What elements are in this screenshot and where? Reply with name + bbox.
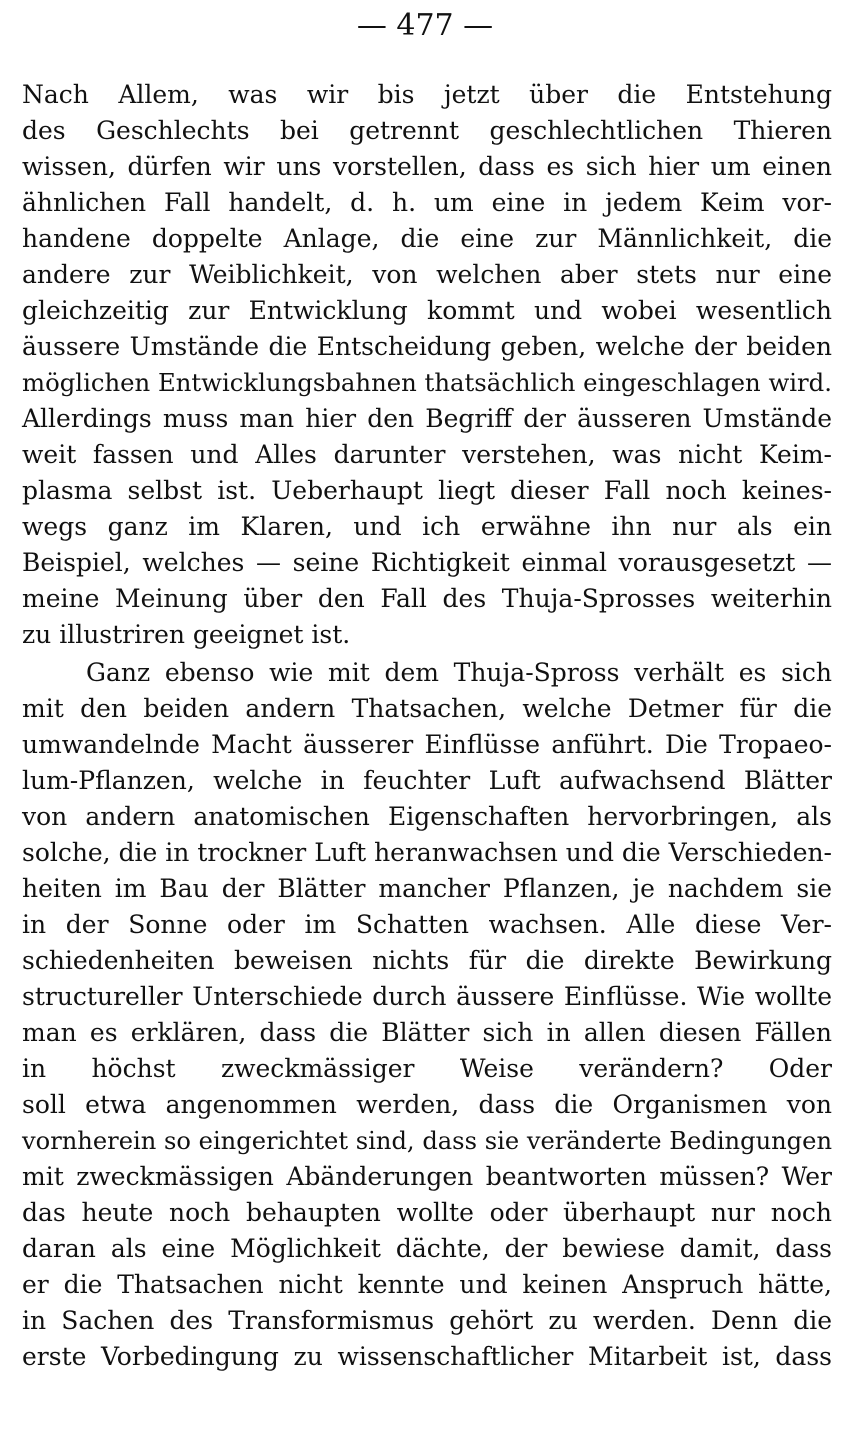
text-line: Nach Allem, was wir bis jetzt über die Entstehung [22,80,832,109]
text-line: er die Thatsachen nicht kennte und keinen Anspruch hätte, [22,1270,832,1299]
text-line: mit den beiden andern Thatsachen, welche Detmer für die [22,694,832,723]
text-line: umwandelnde Macht äusserer Einflüsse anführt. Die Tropaeo- [22,730,832,759]
text-line: structureller Unterschiede durch äussere Einflüsse. Wie wollte [22,982,832,1011]
text-line: zu illustriren geeignet ist. [22,620,351,649]
text-line: in Sachen des Transformismus gehört zu werden. Denn die [22,1306,832,1335]
text-line: meine Meinung über den Fall des Thuja-Sprosses weiterhin [22,584,832,613]
text-line: handene doppelte Anlage, die eine zur Männlichkeit, die [22,224,832,253]
text-line: Allerdings muss man hier den Begriff der äusseren Umstände [22,404,832,433]
text-line: ähnlichen Fall handelt, d. h. um eine in jedem Keim vor- [22,188,832,217]
text-line: heiten im Bau der Blätter mancher Pflanzen, je nachdem sie [22,874,832,903]
body-text [22,77,832,1375]
text-line: plasma selbst ist. Ueberhaupt liegt dieser Fall noch keines- [22,476,832,505]
text-line: daran als eine Möglichkeit dächte, der bewiese damit, dass [22,1234,832,1263]
text-line: wegs ganz im Klaren, und ich erwähne ihn nur als ein [22,512,832,541]
text-line: äussere Umstände die Entscheidung geben, welche der beiden [22,332,832,361]
text-line: soll etwa angenommen werden, dass die Organismen von [22,1090,832,1119]
paragraph-1 [22,77,832,653]
text-line: Ganz ebenso wie mit dem Thuja-Spross verhält es sich [86,658,832,687]
paragraph-2 [22,655,832,1375]
text-line: gleichzeitig zur Entwicklung kommt und wobei wesentlich [22,296,832,325]
page-number: — 477 — [356,8,494,43]
text-line: man es erklären, dass die Blätter sich in allen diesen Fällen [22,1018,832,1047]
text-line: erste Vorbedingung zu wissenschaftlicher Mitarbeit ist, dass [22,1342,832,1371]
text-line: in höchst zweckmässiger Weise verändern? Oder [22,1054,832,1083]
text-line: vornherein so eingerichtet sind, dass sie veränderte Bedingungen [22,1127,832,1155]
text-line: Beispiel, welches — seine Richtigkeit einmal vorausgesetzt — [22,548,832,577]
text-line: andere zur Weiblichkeit, von welchen aber stets nur eine [22,260,832,289]
text-line: mit zweckmässigen Abänderungen beantworten müssen? Wer [22,1162,832,1191]
text-line: lum-Pflanzen, welche in feuchter Luft aufwachsend Blätter [22,766,832,795]
text-line: wissen, dürfen wir uns vorstellen, dass es sich hier um einen [22,152,832,181]
text-line: möglichen Entwicklungsbahnen thatsächlich eingeschlagen wird. [22,368,832,397]
text-line: weit fassen und Alles darunter verstehen, was nicht Keim- [22,440,832,469]
text-line: schiedenheiten beweisen nichts für die direkte Bewirkung [22,946,832,975]
text-line: des Geschlechts bei getrennt geschlechtlichen Thieren [22,116,832,145]
text-line: in der Sonne oder im Schatten wachsen. Alle diese Ver- [22,910,832,939]
text-line: das heute noch behaupten wollte oder überhaupt nur noch [22,1198,832,1227]
text-line: solche, die in trockner Luft heranwachsen und die Verschieden- [22,838,832,867]
text-line: von andern anatomischen Eigenschaften hervorbringen, als [22,802,832,831]
